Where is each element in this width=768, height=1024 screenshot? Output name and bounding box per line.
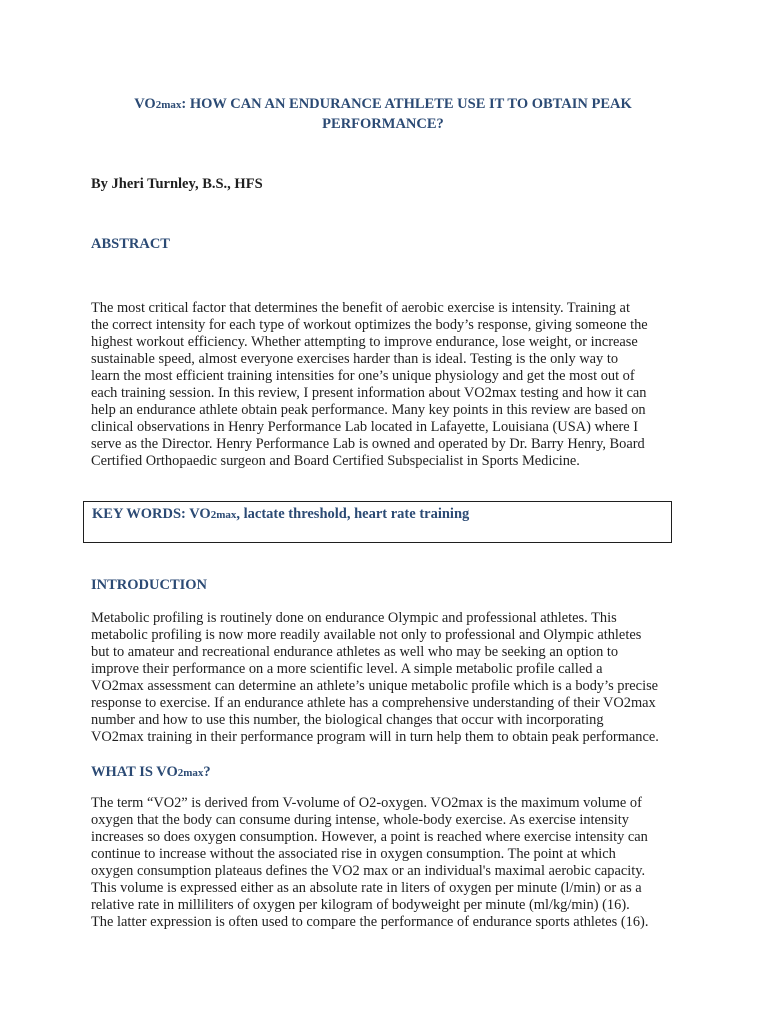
- abstract-line: Certified Orthopaedic surgeon and Board Certified Subspecialist in Sports Medicine.: [91, 453, 580, 469]
- what-is-line: increases so does oxygen consumption. However, a point is reached where exercise intensity can: [91, 829, 648, 845]
- introduction-line: but to amateur and recreational endurance athletes as well who may be seeking an option to: [91, 644, 619, 660]
- document-title: [92, 95, 674, 134]
- what-is-heading-suffix: ?: [203, 764, 211, 780]
- what-is-line: oxygen consumption plateaus defines the VO2 max or an individual's maximal aerobic capacity.: [91, 863, 646, 879]
- abstract-line: the correct intensity for each type of workout optimizes the body’s response, giving someone the: [91, 317, 648, 333]
- what-is-line: relative rate in milliliters of oxygen per kilogram of bodyweight per minute (ml/kg/min) (16).: [91, 897, 630, 913]
- introduction-line: Metabolic profiling is routinely done on endurance Olympic and professional athletes. This: [91, 610, 617, 626]
- what-is-heading-subscript: 2max: [177, 767, 204, 779]
- what-is-line: continue to increase without the associated rise in oxygen consumption. The point at which: [91, 846, 616, 862]
- abstract-line: sustainable speed, almost everyone exercises harder than is ideal. Testing is the only way to: [91, 351, 619, 367]
- title-vo: VO: [134, 96, 156, 112]
- author-byline: By Jheri Turnley, B.S., HFS: [91, 176, 263, 192]
- keywords-box: [83, 501, 672, 543]
- abstract-paragraph: [91, 300, 681, 470]
- introduction-line: VO2max assessment can determine an athlete’s unique metabolic profile which is a body’s precise: [91, 678, 659, 694]
- introduction-line: response to exercise. If an endurance athlete has a comprehensive understanding of their VO2max: [91, 695, 656, 711]
- abstract-line: help an endurance athlete obtain peak performance. Many key points in this review are based on: [91, 402, 646, 418]
- keywords-rest: , lactate threshold, heart rate training: [236, 506, 470, 522]
- abstract-line: each training session. In this review, I present information about VO2max testing and how it can: [91, 385, 647, 401]
- introduction-line: improve their performance on a more scientific level. A simple metabolic profile called a: [91, 661, 603, 677]
- keywords-vo-subscript: 2max: [210, 509, 237, 521]
- what-is-vo2max-heading: [91, 764, 211, 781]
- what-is-line: The latter expression is often used to compare the performance of endurance sports athletes (16).: [91, 914, 649, 930]
- what-is-line: The term “VO2” is derived from V-volume of O2-oxygen. VO2max is the maximum volume of: [91, 795, 642, 811]
- abstract-line: serve as the Director. Henry Performance Lab is owned and operated by Dr. Barry Henry, Board: [91, 436, 645, 452]
- abstract-line: learn the most efficient training intensities for one’s unique physiology and get the most out of: [91, 368, 635, 384]
- title-line-2: PERFORMANCE?: [322, 116, 444, 132]
- keywords-label: KEY WORDS:: [92, 506, 190, 522]
- title-line-1-rest: : HOW CAN AN ENDURANCE ATHLETE USE IT TO OBTAIN PEAK: [181, 96, 632, 112]
- keywords-text: [92, 506, 469, 523]
- title-line-1: [92, 95, 674, 115]
- what-is-heading-prefix: WHAT IS VO: [91, 764, 178, 780]
- introduction-line: number and how to use this number, the biological changes that occur with incorporating: [91, 712, 604, 728]
- keywords-vo: VO: [189, 506, 211, 522]
- abstract-heading: ABSTRACT: [91, 236, 170, 252]
- what-is-paragraph: [91, 795, 681, 931]
- title-vo-subscript: 2max: [155, 99, 182, 111]
- introduction-line: VO2max training in their performance program will in turn help them to obtain peak performance.: [91, 729, 659, 745]
- abstract-line: The most critical factor that determines the benefit of aerobic exercise is intensity. Training at: [91, 300, 630, 316]
- introduction-heading: INTRODUCTION: [91, 577, 208, 593]
- what-is-line: oxygen that the body can consume during intense, whole-body exercise. As exercise intensity: [91, 812, 629, 828]
- abstract-line: highest workout efficiency. Whether attempting to improve endurance, lose weight, or increase: [91, 334, 638, 350]
- introduction-line: metabolic profiling is now more readily available not only to professional and Olympic athletes: [91, 627, 642, 643]
- abstract-line: clinical observations in Henry Performance Lab located in Lafayette, Louisiana (USA) where I: [91, 419, 639, 435]
- what-is-line: This volume is expressed either as an absolute rate in liters of oxygen per minute (l/min) or as a: [91, 880, 642, 896]
- introduction-paragraph: [91, 610, 681, 746]
